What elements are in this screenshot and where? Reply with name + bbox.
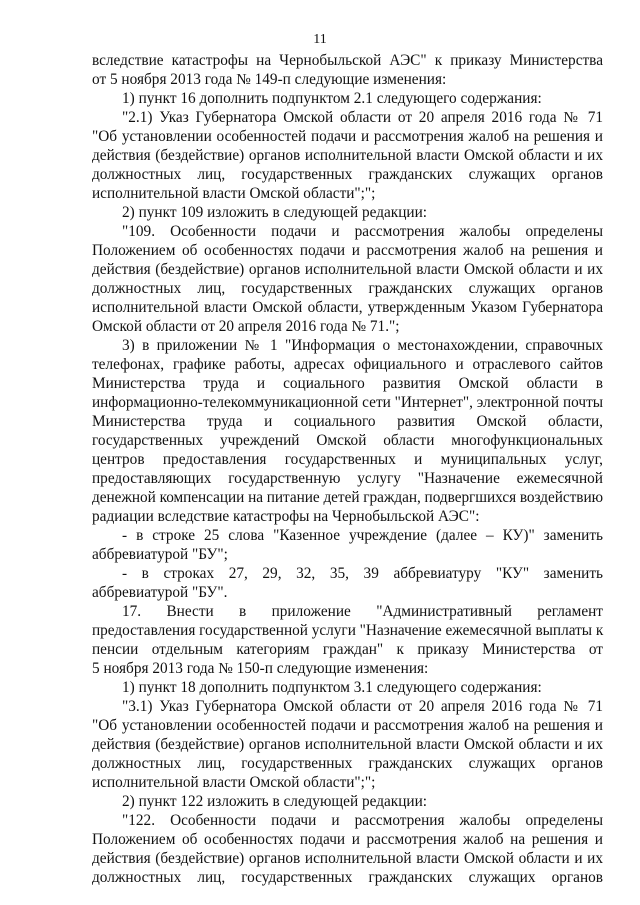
text-line: Положением об особенностях подачи и рассмотрения жалоб на решения и	[92, 242, 603, 259]
text-line: пенсии отдельным категориям граждан" к приказу Министерства от	[92, 641, 603, 658]
text-line: аббревиатурой "БУ".	[92, 584, 228, 601]
text-line: "Об установлении особенностей подачи и рассмотрения жалоб на решения и	[92, 717, 603, 734]
text-line: от 5 ноября 2013 года № 149-п следующие изменения:	[92, 71, 447, 88]
text-line: радиации вследствие катастрофы на Чернобыльской АЭС":	[92, 508, 480, 525]
document-body	[92, 51, 603, 887]
text-line: предоставляющих государственную услугу "Назначение ежемесячной	[92, 470, 603, 487]
text-line: должностных лиц, государственных гражданских служащих органов	[92, 166, 603, 183]
text-line: предоставления государственной услуги "Назначение ежемесячной выплаты к	[92, 622, 604, 639]
text-line: вследствие катастрофы на Чернобыльской АЭС" к приказу Министерства	[92, 52, 603, 69]
text-line: должностных лиц, государственных гражданских служащих органов	[92, 280, 603, 297]
text-line: Омской области от 20 апреля 2016 года № 71.";	[92, 318, 400, 335]
text-line: 5 ноября 2013 года № 150-п следующие изменения:	[92, 660, 429, 677]
text-line: действия (бездействие) органов исполнительной власти Омской области и их	[92, 736, 603, 753]
text-line: 3) в приложении № 1 "Информация о местонахождении, справочных	[122, 337, 603, 354]
text-line: Министерства труда и социального развития Омской области в	[92, 375, 603, 392]
text-line: "2.1) Указ Губернатора Омской области от 20 апреля 2016 года № 71	[122, 109, 603, 126]
page-number: 11	[313, 32, 327, 47]
text-line: 2) пункт 109 изложить в следующей редакции:	[122, 204, 428, 221]
text-line: исполнительной власти Омской области";";	[92, 774, 376, 791]
text-line: информационно-телекоммуникационной сети "Интернет", электронной почты	[92, 394, 604, 411]
text-line: "109. Особенности подачи и рассмотрения жалобы определены	[122, 223, 603, 240]
text-line: 17. Внести в приложение "Административный регламент	[122, 603, 603, 620]
text-line: должностных лиц, государственных гражданских служащих органов	[92, 755, 603, 772]
text-line: - в строке 25 слова "Казенное учреждение (далее – КУ)" заменить	[122, 527, 603, 544]
text-line: центров предоставления государственных и муниципальных услуг,	[92, 451, 603, 468]
text-line: - в строках 27, 29, 32, 35, 39 аббревиатуру "КУ" заменить	[122, 565, 603, 582]
text-line: 1) пункт 16 дополнить подпунктом 2.1 следующего содержания:	[122, 90, 542, 107]
text-line: Положением об особенностях подачи и рассмотрения жалоб на решения и	[92, 831, 603, 848]
text-line: 1) пункт 18 дополнить подпунктом 3.1 следующего содержания:	[122, 679, 542, 696]
text-line: исполнительной власти Омской области, утвержденным Указом Губернатора	[92, 299, 603, 316]
text-line: исполнительной власти Омской области";";	[92, 185, 376, 202]
text-line: аббревиатурой "БУ";	[92, 546, 228, 563]
text-line: "3.1) Указ Губернатора Омской области от 20 апреля 2016 года № 71	[122, 698, 603, 715]
text-line: действия (бездействие) органов исполнительной власти Омской области и их	[92, 850, 603, 867]
text-line: телефонах, графике работы, адресах официального и отраслевого сайтов	[92, 356, 603, 373]
text-line: денежной компенсации на питание детей граждан, подвергшихся воздействию	[92, 489, 603, 506]
text-line: государственных учреждений Омской области многофункциональных	[92, 432, 603, 449]
text-line: "122. Особенности подачи и рассмотрения жалобы определены	[122, 812, 603, 829]
text-line: 2) пункт 122 изложить в следующей редакции:	[122, 793, 428, 810]
text-line: Министерства труда и социального развития Омской области,	[92, 413, 603, 430]
text-line: "Об установлении особенностей подачи и рассмотрения жалоб на решения и	[92, 128, 603, 145]
text-line: действия (бездействие) органов исполнительной власти Омской области и их	[92, 147, 603, 164]
text-line: действия (бездействие) органов исполнительной власти Омской области и их	[92, 261, 603, 278]
text-line: должностных лиц, государственных гражданских служащих органов	[92, 869, 603, 886]
